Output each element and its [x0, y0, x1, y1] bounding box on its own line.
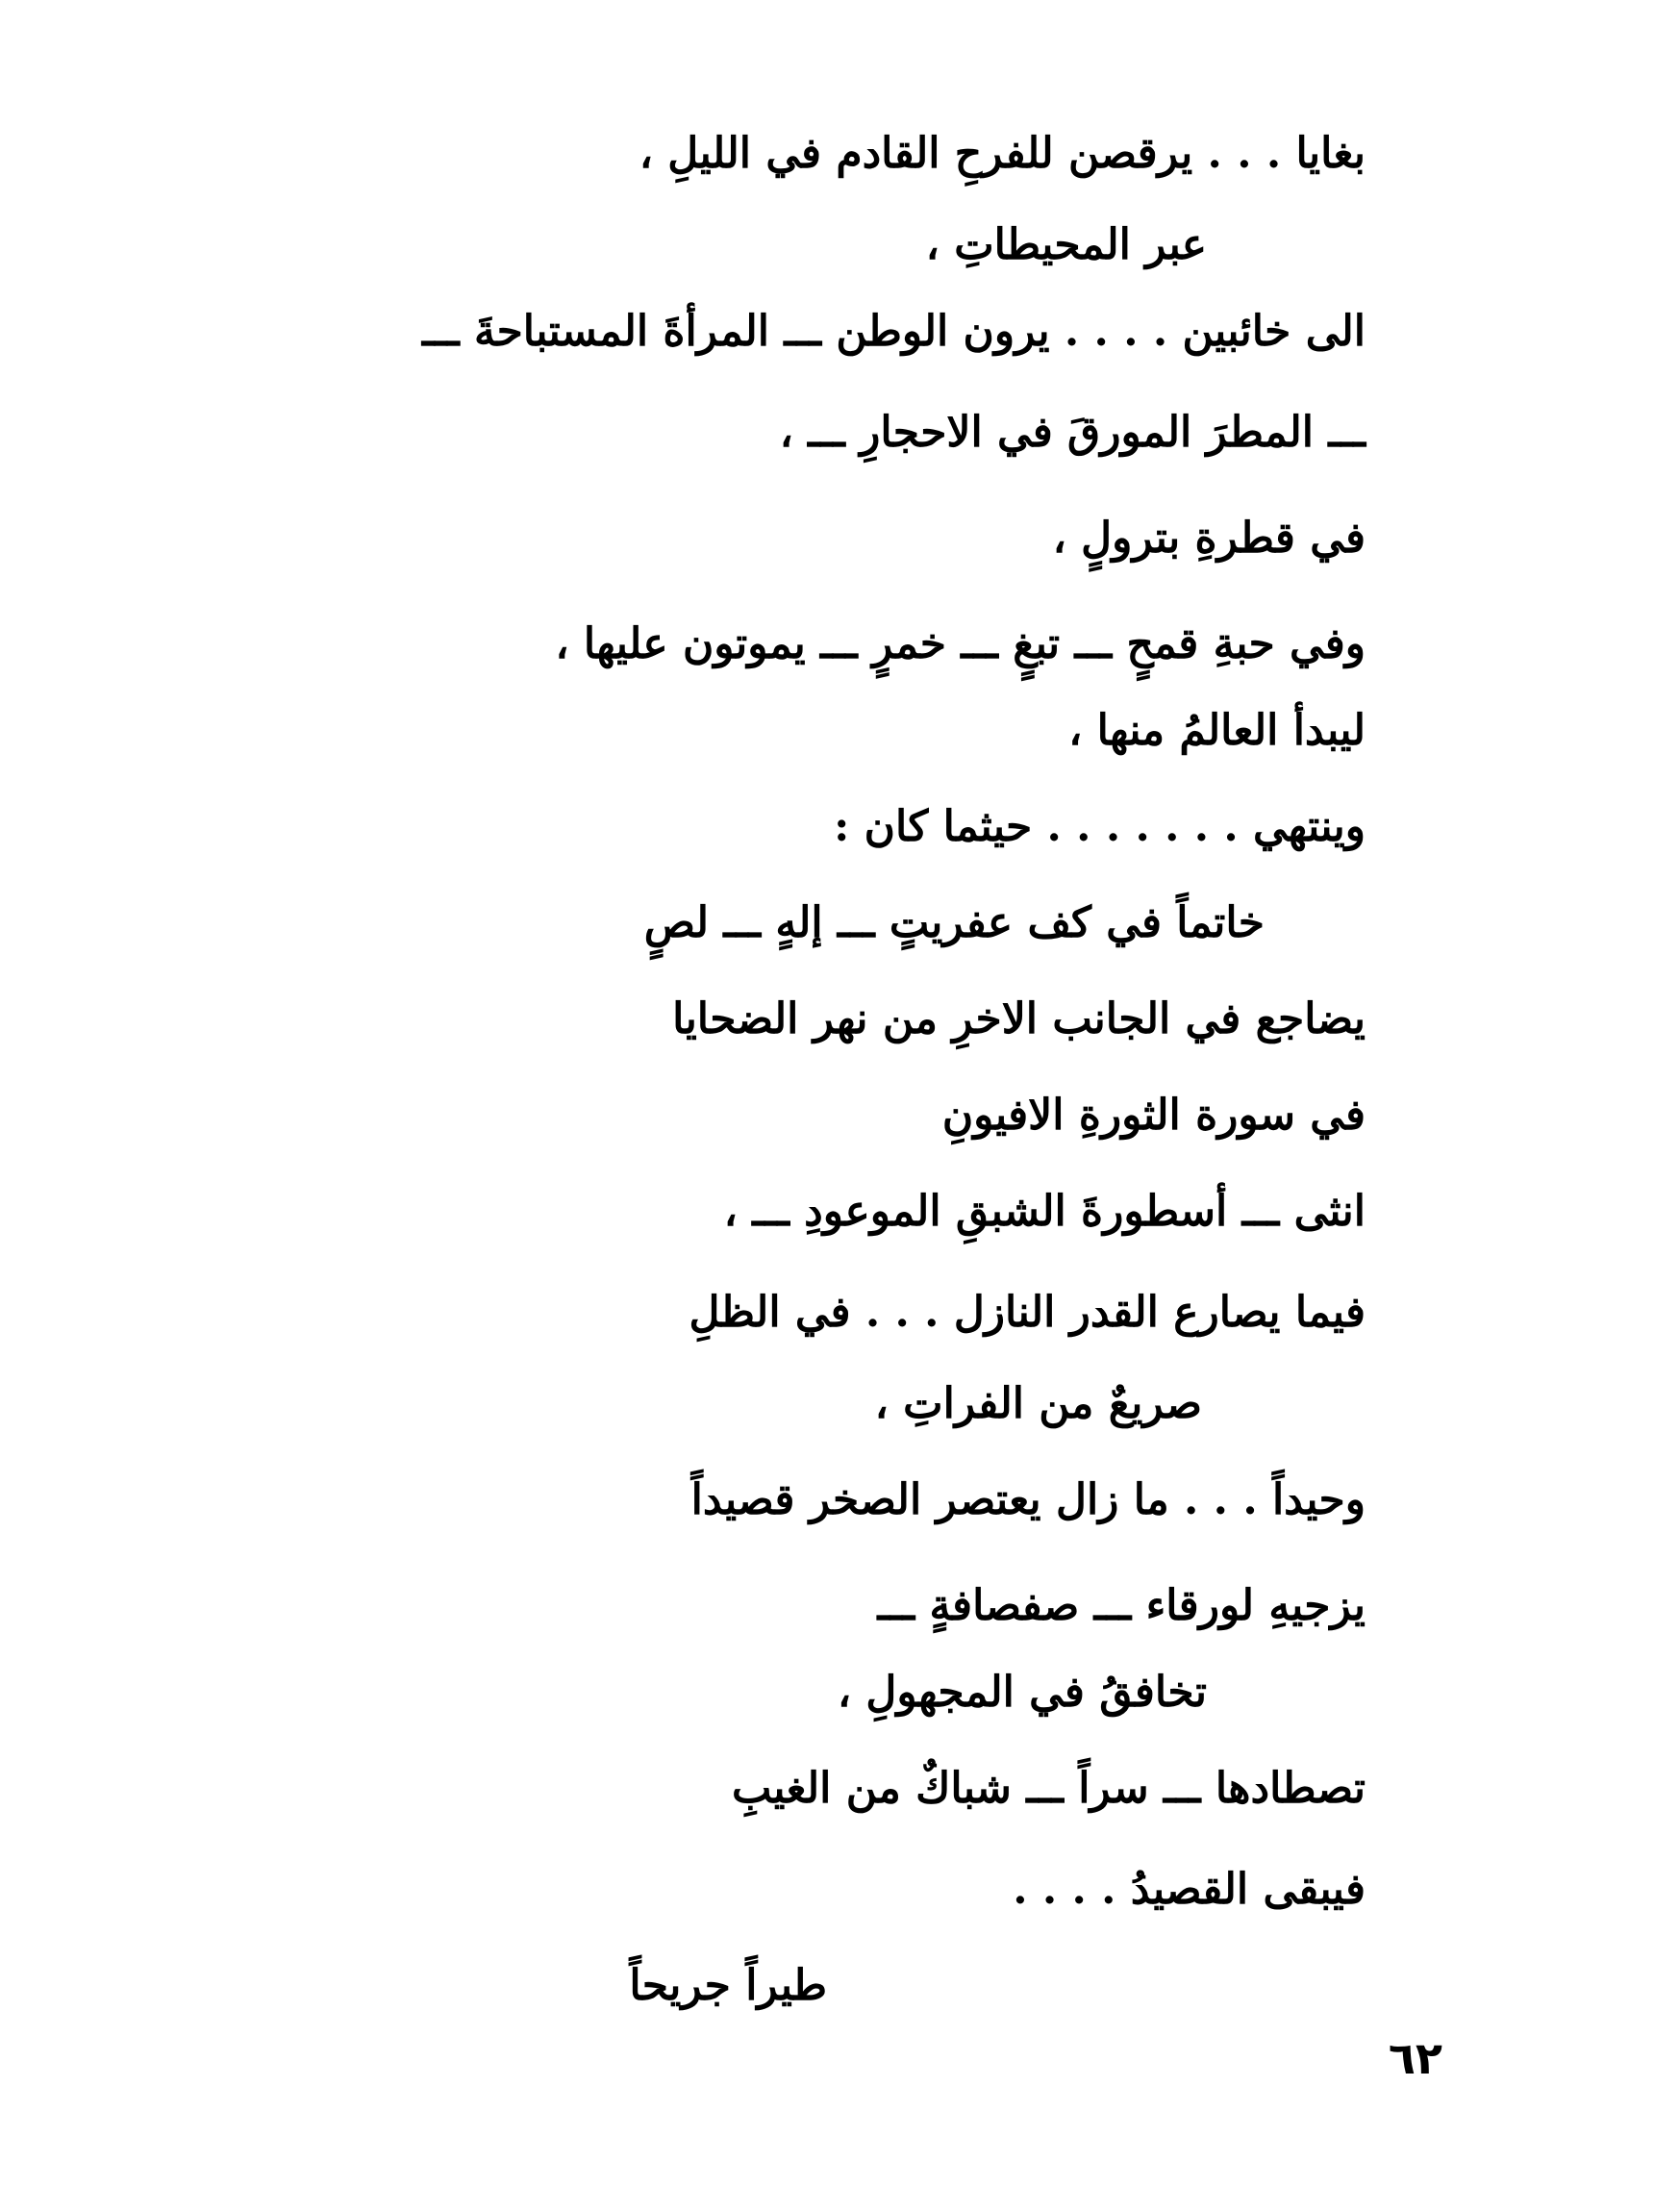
poem-line-16: يزجيهِ لورقاء ـــ صفصافةٍ ـــ: [877, 1581, 1366, 1630]
poem-line-2: عبر المحيطاتِ ،: [925, 220, 1207, 269]
poem-line-20: طيراً جريحاً: [629, 1961, 827, 2010]
poem-line-18: تصطادها ـــ سراً ـــ شباكٌ من الغيبِ: [732, 1764, 1366, 1813]
poem-line-6: وفي حبةِ قمحٍ ـــ تبغٍ ـــ خمرٍ ـــ يموتون عليها ،: [555, 619, 1366, 668]
poem-line-17: تخافقُ في المجهولِ ،: [837, 1668, 1207, 1717]
poem-line-12: انثى ـــ أسطورةَ الشبقِ الموعودِ ـــ ،: [723, 1187, 1366, 1236]
poem-line-1: بغايا . . . يرقصن للفرحِ القادم في الليلِ ،: [639, 129, 1366, 178]
poem-line-7: ليبدأ العالمُ منها ،: [1068, 706, 1366, 755]
poem-line-3: الى خائبين . . . . يرون الوطن ـــ المرأةَ المستباحةَ ـــ: [422, 307, 1366, 356]
page-number: ٦٢: [1388, 2032, 1442, 2084]
poem-line-9: خاتماً في كف عفريتٍ ـــ إلهٍ ـــ لصٍ: [643, 898, 1265, 947]
poem-line-4: ـــ المطرَ المورقَ في الاحجارِ ـــ ،: [779, 408, 1366, 457]
poem-line-15: وحيداً . . . ما زال يعتصر الصخر قصيداً: [690, 1475, 1366, 1524]
poem-line-8: وينتهي . . . . . . . حيثما كان :: [834, 802, 1366, 851]
poem-line-14: صريعٌ من الفراتِ ،: [874, 1379, 1202, 1428]
poem-line-13: فيما يصارع القدر النازل . . . في الظلِ: [689, 1288, 1366, 1337]
poem-line-11: في سورة الثورةِ الافيونِ: [941, 1091, 1366, 1140]
poem-line-5: في قطرةِ بترولٍ ،: [1052, 514, 1366, 563]
poem-line-10: يضاجع في الجانب الاخرِ من نهر الضحايا: [672, 994, 1366, 1043]
poem-line-19: فيبقى القصيدُ . . . .: [1013, 1865, 1366, 1914]
